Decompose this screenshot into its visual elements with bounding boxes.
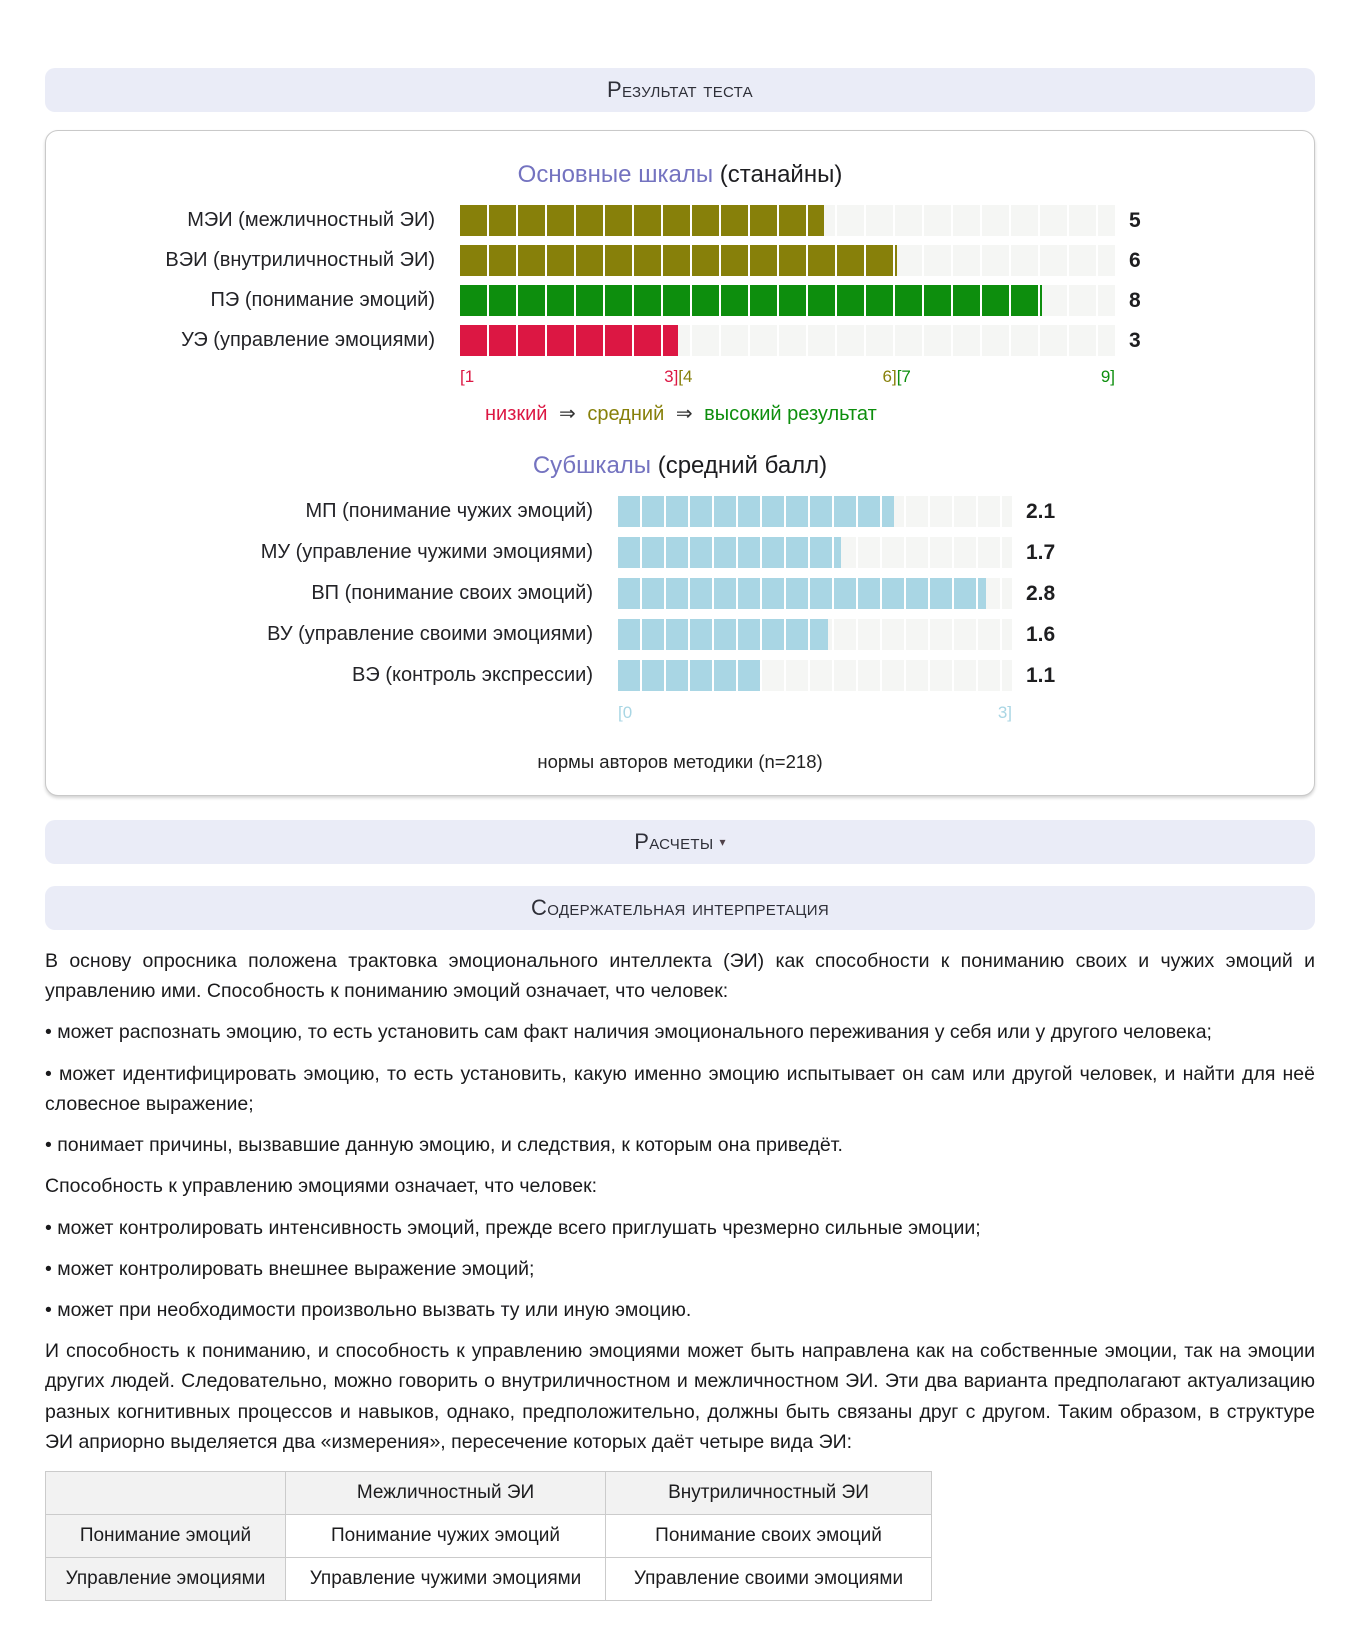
interpretation-bullet: • может контролировать внешнее выражение эмоций; xyxy=(45,1257,535,1280)
subscale-row-label: ВП (понимание своих эмоций) xyxy=(311,582,593,604)
stanine-bar-fill xyxy=(460,205,824,236)
table-row xyxy=(46,1515,932,1558)
stanine-title-rest: (станайны) xyxy=(719,161,843,188)
subscale-row-value: 2.8 xyxy=(1026,581,1056,605)
legend-high: высокий результат xyxy=(704,403,877,425)
table-rowheader-cell: Управление эмоциями xyxy=(46,1558,286,1601)
interpretation-bullet: • может распознать эмоцию, то есть установить сам факт наличия эмоционального переживания у себя или у другого человека; xyxy=(45,1021,1212,1044)
interpretation-paragraph: Способность к управлению эмоциями означает, что человек: xyxy=(45,1175,598,1198)
table-cell: Понимание своих эмоций xyxy=(606,1515,932,1558)
interpretation-bullet: • может контролировать интенсивность эмоций, прежде всего приглушать чрезмерно сильные эмоции; xyxy=(45,1216,981,1239)
axis-tick-6-7: 6][7 xyxy=(882,367,911,386)
table-row xyxy=(46,1558,932,1601)
subscale-title-accent: Субшкалы xyxy=(532,452,652,479)
subscale-row-mp xyxy=(46,496,1314,527)
subscale-row-label: ВЭ (контроль экспрессии) xyxy=(352,664,593,686)
table-row xyxy=(46,1472,932,1515)
stanine-row-ue xyxy=(46,325,1314,356)
subscale-row-ve xyxy=(46,660,1314,691)
subscale-bar-fill xyxy=(618,578,986,609)
stanine-row-label: ВЭИ (внутриличностный ЭИ) xyxy=(165,249,435,271)
chevron-down-icon: ▾ xyxy=(719,835,726,849)
subscale-bar-track xyxy=(618,496,1012,527)
table-header-cell: Внутриличностный ЭИ xyxy=(606,1472,932,1515)
stanine-bar-track xyxy=(460,245,1115,276)
stanine-chart xyxy=(46,205,1314,426)
axis-tick-0: [0 xyxy=(618,703,633,722)
subscale-row-label: ВУ (управление своими эмоциями) xyxy=(267,623,593,645)
interpretation-bullet: • может идентифицировать эмоцию, то есть установить, какую именно эмоцию испытывает он сам или другой человек, и найти для неё словесное выражение; xyxy=(45,1062,1315,1115)
stanine-axis xyxy=(46,365,1314,389)
table-header-cell: Межличностный ЭИ xyxy=(286,1472,606,1515)
section-header-interpretation xyxy=(45,886,1315,930)
table-cell: Управление своими эмоциями xyxy=(606,1558,932,1601)
stanine-row-label: ПЭ (понимание эмоций) xyxy=(210,289,435,311)
interpretation-paragraph: И способность к пониманию, и способность к управлению эмоциями может быть направлена как на собственные эмоции, так на эмоции других людей. Следовательно, можно говорить о внутриличностном и межличностном ЭИ. Эти два варианта предполагают актуализацию разных когнитивных процессов и навыков, однако, предположительно, должны быть связаны друг с другом. Таким образом, в структуре ЭИ априорно выделяется два «измерения», пересечение которых даёт четыре вида ЭИ: xyxy=(45,1340,1315,1453)
subscale-row-value: 1.1 xyxy=(1026,663,1056,687)
stanine-legend xyxy=(485,401,1314,426)
section-title-interpretation: Содержательная интерпретация xyxy=(531,895,829,920)
subscale-row-label: МУ (управление чужими эмоциями) xyxy=(260,541,593,563)
subscale-row-vu xyxy=(46,619,1314,650)
subscale-chart xyxy=(46,496,1314,725)
subscale-bar-fill xyxy=(618,660,762,691)
interpretation-paragraph: В основу опросника положена трактовка эмоционального интеллекта (ЭИ) как способности к пониманию своих и чужих эмоций и управлению ими. Способность к пониманию эмоций означает, что человек: xyxy=(45,950,1315,1003)
norms-footnote: нормы авторов методики (n=218) xyxy=(537,751,823,772)
subscale-bar-track xyxy=(618,537,1012,568)
subscale-bar-fill xyxy=(618,537,841,568)
stanine-title-accent: Основные шкалы xyxy=(517,161,714,188)
subscale-chart-title xyxy=(46,452,1314,480)
subscale-bar-fill xyxy=(618,496,894,527)
interpretation-text xyxy=(45,946,1315,1457)
stanine-row-mei xyxy=(46,205,1314,236)
stanine-bar-fill xyxy=(460,325,678,356)
table-cell: Управление чужими эмоциями xyxy=(286,1558,606,1601)
ei-types-table xyxy=(45,1471,932,1601)
subscale-axis xyxy=(46,701,1314,725)
subscale-row-value: 1.7 xyxy=(1026,540,1056,564)
interpretation-bullet: • может при необходимости произвольно вызвать ту или иную эмоцию. xyxy=(45,1298,692,1321)
stanine-row-pe xyxy=(46,285,1314,316)
subscale-bar-track xyxy=(618,660,1012,691)
subscale-row-vp xyxy=(46,578,1314,609)
stanine-row-value: 5 xyxy=(1129,208,1141,232)
subscale-title-rest: (средний балл) xyxy=(657,452,828,479)
table-rowheader-cell: Понимание эмоций xyxy=(46,1515,286,1558)
axis-tick-1: [1 xyxy=(460,367,475,386)
subscale-row-value: 1.6 xyxy=(1026,622,1056,646)
legend-arrow-icon: ⇒ xyxy=(559,403,576,425)
table-cell: Понимание чужих эмоций xyxy=(286,1515,606,1558)
section-header-calculations[interactable] xyxy=(45,820,1315,864)
stanine-bar-track xyxy=(460,285,1115,316)
stanine-row-label: МЭИ (межличностный ЭИ) xyxy=(187,209,435,231)
stanine-row-value: 8 xyxy=(1129,288,1141,312)
subscale-bar-track xyxy=(618,619,1012,650)
stanine-chart-title xyxy=(46,161,1314,189)
legend-medium: средний xyxy=(587,403,665,425)
stanine-bar-track xyxy=(460,325,1115,356)
section-header-result xyxy=(45,68,1315,112)
section-title-result: Результат теста xyxy=(607,77,753,102)
subscale-bar-fill xyxy=(618,619,828,650)
subscale-row-value: 2.1 xyxy=(1026,499,1056,523)
axis-tick-9: 9] xyxy=(1100,367,1115,386)
section-title-calculations: Расчеты xyxy=(634,829,714,854)
axis-tick-3: 3] xyxy=(997,703,1012,722)
stanine-bar-fill xyxy=(460,245,897,276)
subscale-bar-track xyxy=(618,578,1012,609)
stanine-bar-fill xyxy=(460,285,1042,316)
stanine-row-vei xyxy=(46,245,1314,276)
subscale-row-label: МП (понимание чужих эмоций) xyxy=(305,500,593,522)
stanine-row-label: УЭ (управление эмоциями) xyxy=(181,329,435,351)
legend-arrow-icon: ⇒ xyxy=(675,403,693,425)
stanine-bar-track xyxy=(460,205,1115,236)
axis-tick-3-4: 3][4 xyxy=(664,367,693,386)
results-card xyxy=(45,130,1315,796)
table-corner-cell xyxy=(46,1472,286,1515)
subscale-block xyxy=(46,452,1314,773)
stanine-row-value: 6 xyxy=(1129,248,1141,272)
legend-low: низкий xyxy=(485,403,548,425)
interpretation-bullet: • понимает причины, вызвавшие данную эмоцию, и следствия, к которым она приведёт. xyxy=(45,1134,843,1157)
subscale-row-mu xyxy=(46,537,1314,568)
stanine-row-value: 3 xyxy=(1129,328,1141,352)
